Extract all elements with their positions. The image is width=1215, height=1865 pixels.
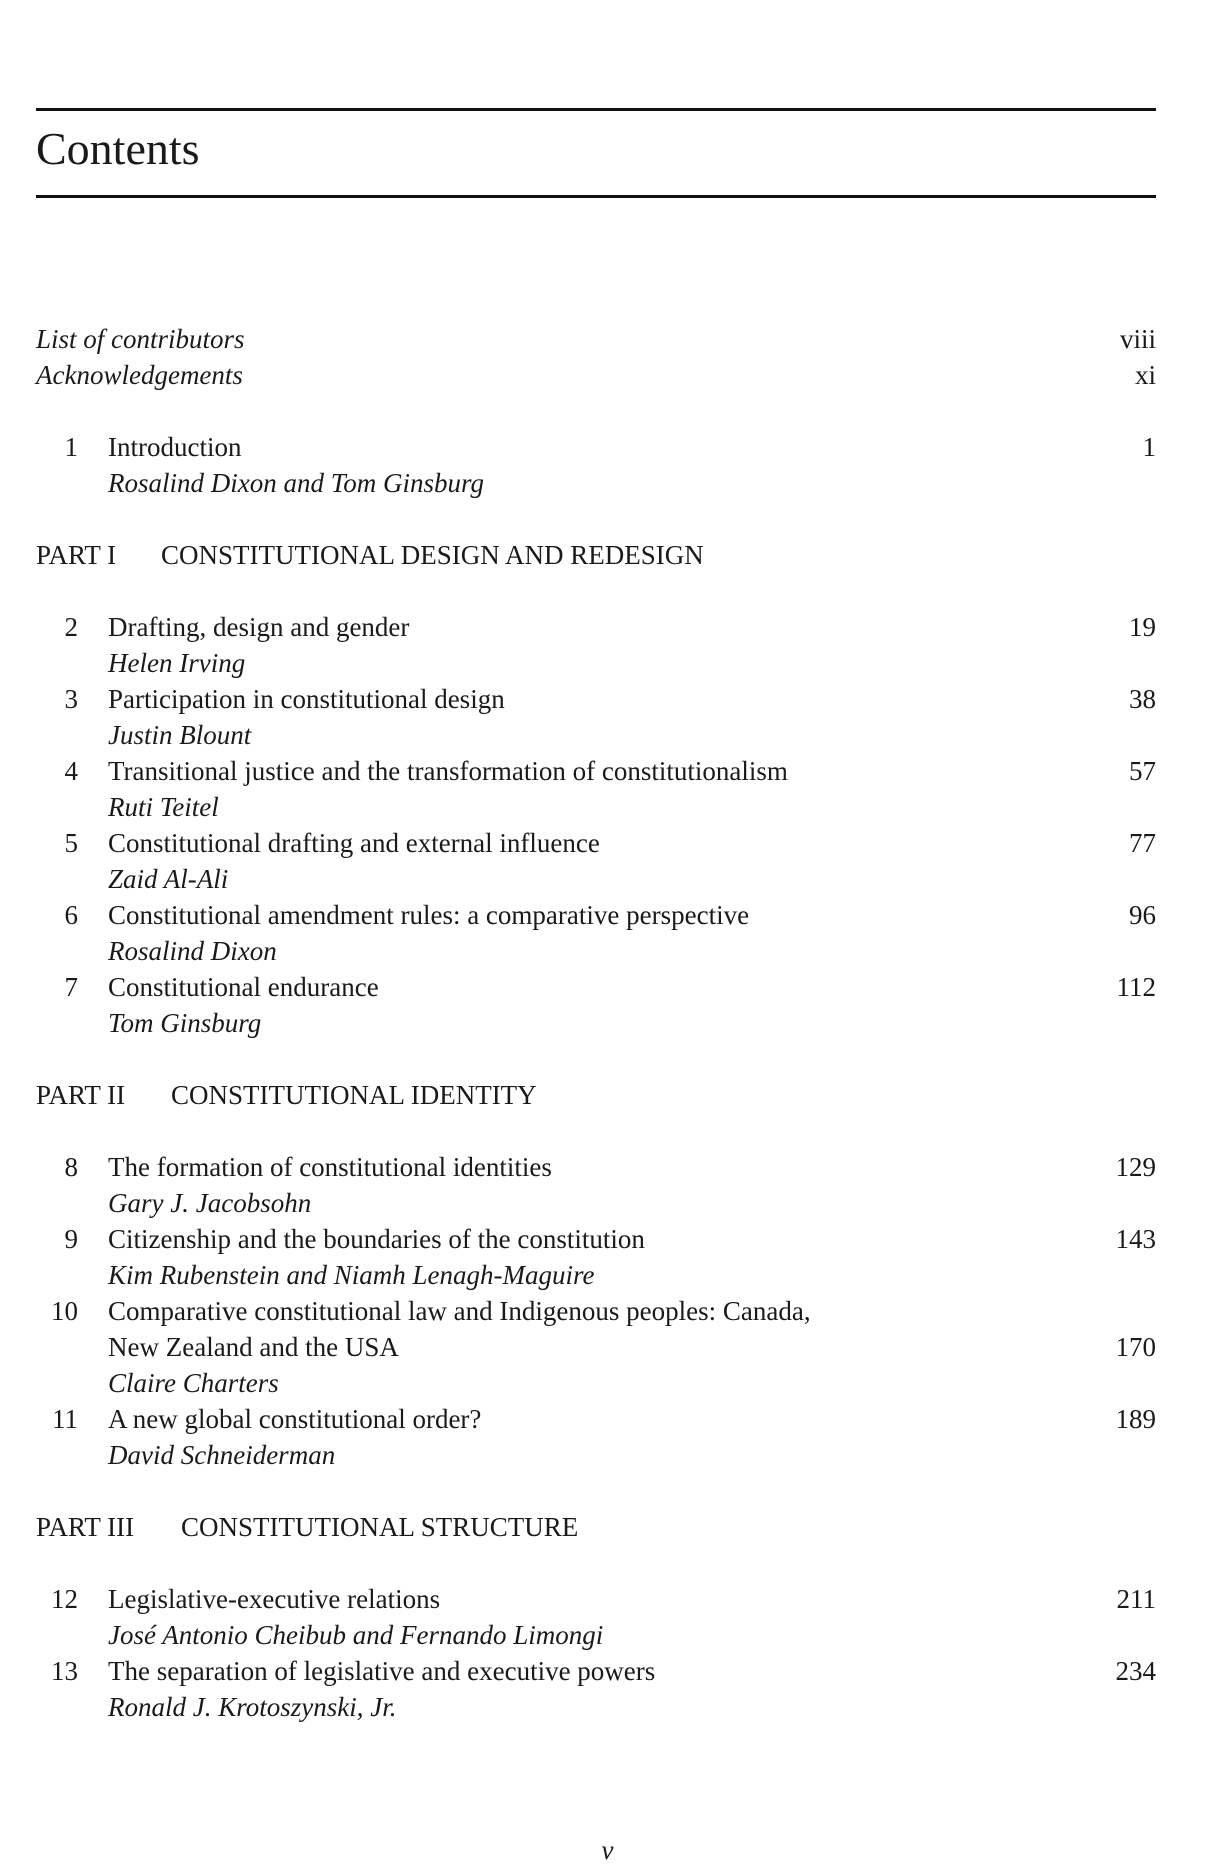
chapter-number: 8 [64, 1152, 78, 1182]
part-title: CONSTITUTIONAL DESIGN AND REDESIGN [161, 540, 704, 570]
toc-entry-chapter-1[interactable] [36, 429, 1156, 465]
toc-entry-chapter-12[interactable] [36, 1581, 1156, 1617]
part-title: CONSTITUTIONAL STRUCTURE [181, 1512, 579, 1542]
top-rule [36, 108, 1156, 111]
toc-entry-chapter-2[interactable] [36, 609, 1156, 645]
page-number: 170 [1115, 1332, 1156, 1362]
chapter-title: The formation of constitutional identities [108, 1152, 552, 1182]
toc-entry-chapter-10-cont[interactable] [36, 1329, 1156, 1365]
toc-entry-acknowledgements[interactable] [36, 357, 1156, 393]
page-number: 57 [1129, 756, 1156, 786]
chapter-authors: Ruti Teitel [108, 792, 219, 822]
chapter-authors: Gary J. Jacobsohn [108, 1188, 312, 1218]
chapter-authors: Claire Charters [108, 1368, 279, 1398]
chapter-title: Constitutional amendment rules: a comparative perspective [108, 900, 750, 930]
part-heading-1 [36, 537, 1156, 573]
chapter-authors: Justin Blount [108, 720, 252, 750]
chapter-authors: Tom Ginsburg [108, 1008, 262, 1038]
chapter-title: Legislative-executive relations [108, 1584, 441, 1614]
toc-entry-chapter-3[interactable] [36, 681, 1156, 717]
toc-entry-chapter-11[interactable] [36, 1401, 1156, 1437]
page-number: 234 [1115, 1656, 1156, 1686]
chapter-title: Participation in constitutional design [108, 684, 505, 714]
toc-entry-contributors[interactable] [36, 321, 1156, 357]
page-number: 211 [1116, 1584, 1156, 1614]
toc-entry-chapter-13[interactable] [36, 1653, 1156, 1689]
chapter-number: 13 [51, 1656, 78, 1686]
chapter-authors: Ronald J. Krotoszynski, Jr. [108, 1692, 397, 1722]
part-label: PART II [36, 1080, 126, 1110]
part-title: CONSTITUTIONAL IDENTITY [171, 1080, 537, 1110]
part-label: PART I [36, 540, 117, 570]
toc-entry-chapter-8[interactable] [36, 1149, 1156, 1185]
chapter-number: 1 [64, 432, 78, 462]
page-number: viii [1119, 324, 1156, 354]
toc-entry-chapter-7[interactable] [36, 969, 1156, 1005]
chapter-authors: Rosalind Dixon [108, 936, 277, 966]
chapter-number: 6 [64, 900, 78, 930]
chapter-authors: Helen Irving [108, 648, 246, 678]
chapter-authors: José Antonio Cheibub and Fernando Limongi [108, 1620, 604, 1650]
chapter-authors: Rosalind Dixon and Tom Ginsburg [108, 468, 485, 498]
chapter-authors: Kim Rubenstein and Niamh Lenagh-Maguire [108, 1260, 595, 1290]
chapter-number: 5 [64, 828, 78, 858]
page-number: 1 [1142, 432, 1156, 462]
chapter-number: 11 [52, 1404, 78, 1434]
chapter-title: Drafting, design and gender [108, 612, 410, 642]
chapter-title: Transitional justice and the transformation of constitutionalism [108, 756, 788, 786]
page-number: 143 [1115, 1224, 1156, 1254]
chapter-number: 10 [51, 1296, 78, 1326]
chapter-title: Constitutional drafting and external influence [108, 828, 600, 858]
chapter-number: 9 [64, 1224, 78, 1254]
page-number: 189 [1115, 1404, 1156, 1434]
page-number: xi [1134, 360, 1156, 390]
toc-entry-chapter-9[interactable] [36, 1221, 1156, 1257]
chapter-authors: David Schneiderman [108, 1440, 336, 1470]
chapter-title: A new global constitutional order? [108, 1404, 482, 1434]
chapter-number: 3 [64, 684, 78, 714]
page-number: 38 [1129, 684, 1156, 714]
chapter-number: 12 [51, 1584, 78, 1614]
toc-entry-chapter-6[interactable] [36, 897, 1156, 933]
entry-title: List of contributors [36, 324, 245, 354]
chapter-number: 2 [64, 612, 78, 642]
page-number: 19 [1129, 612, 1156, 642]
page-number: 96 [1129, 900, 1156, 930]
page-folio: v [601, 1835, 614, 1865]
page-title: Contents [36, 123, 200, 174]
part-label: PART III [36, 1512, 135, 1542]
chapter-title: Constitutional endurance [108, 972, 379, 1002]
toc-entry-chapter-4[interactable] [36, 753, 1156, 789]
chapter-authors: Zaid Al-Ali [108, 864, 229, 894]
chapter-number: 4 [64, 756, 78, 786]
table-of-contents [36, 321, 1156, 1725]
chapter-title-continued: New Zealand and the USA [108, 1332, 399, 1362]
page-number: 112 [1116, 972, 1156, 1002]
page-number: 129 [1115, 1152, 1156, 1182]
chapter-title: The separation of legislative and executive powers [108, 1656, 656, 1686]
toc-entry-chapter-10[interactable] [36, 1293, 1156, 1329]
chapter-title: Comparative constitutional law and Indigenous peoples: Canada, [108, 1296, 811, 1326]
part-heading-3 [36, 1509, 1156, 1545]
chapter-title: Introduction [108, 432, 242, 462]
toc-entry-chapter-5[interactable] [36, 825, 1156, 861]
chapter-title: Citizenship and the boundaries of the constitution [108, 1224, 645, 1254]
entry-title: Acknowledgements [36, 360, 243, 390]
page-number: 77 [1129, 828, 1156, 858]
chapter-number: 7 [64, 972, 78, 1002]
part-heading-2 [36, 1077, 1156, 1113]
bottom-rule [36, 195, 1156, 198]
